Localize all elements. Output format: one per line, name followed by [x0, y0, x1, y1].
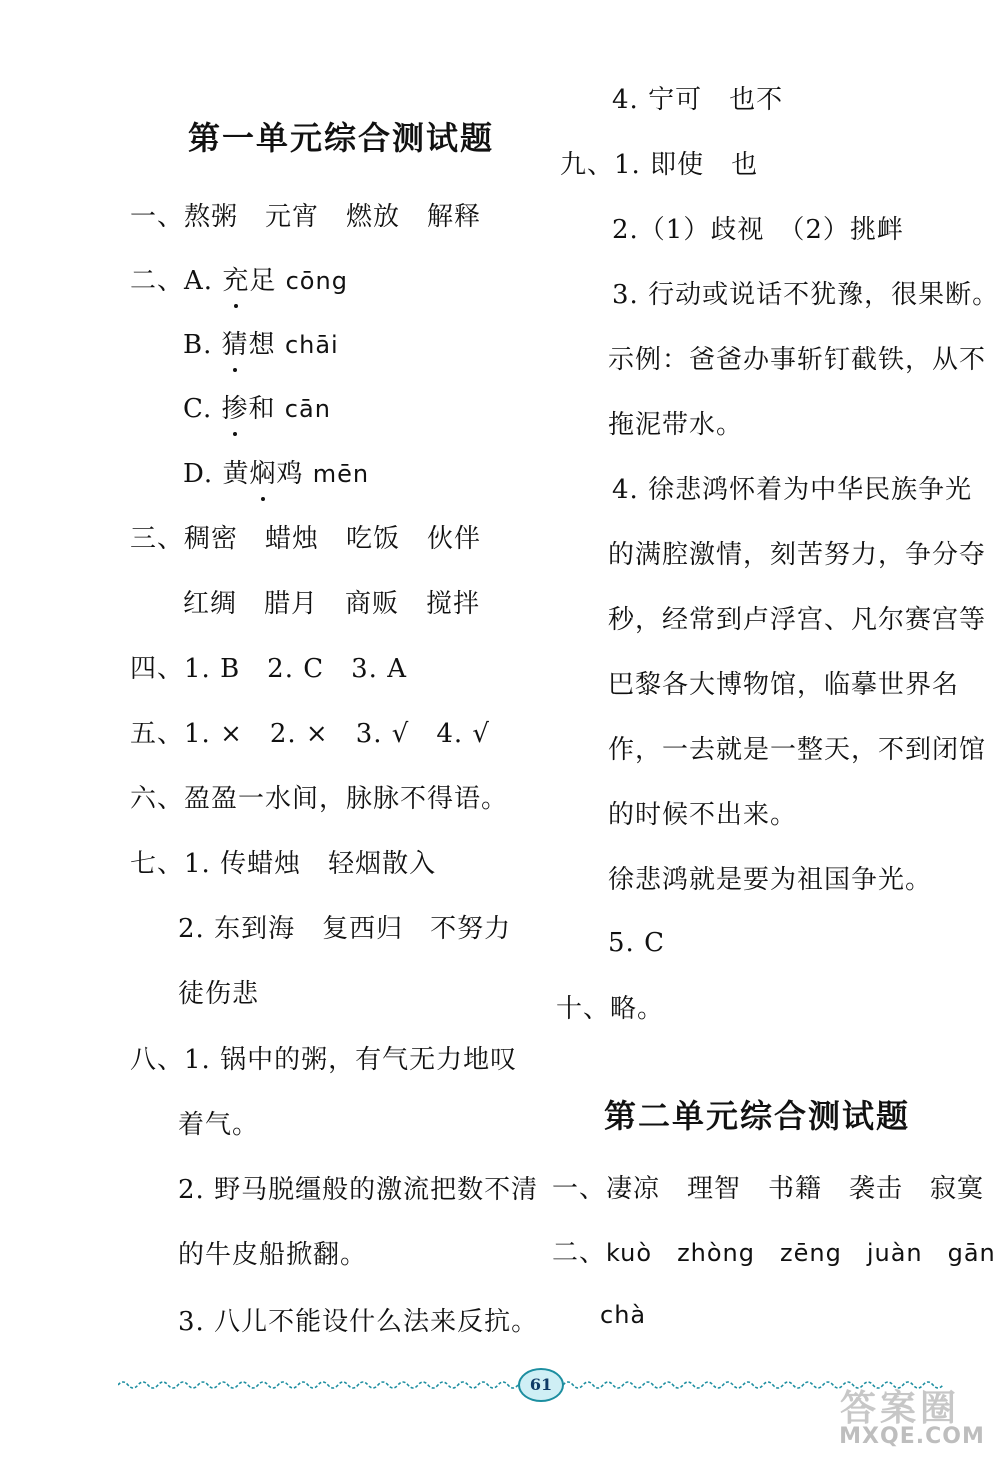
q9-item-1: 九、1. 即使 也 [560, 150, 759, 180]
unit2-q2-prefix: 二、 [552, 1238, 607, 1268]
q7-line-1: 七、1. 传蜡烛 轻烟散入 [130, 849, 437, 879]
q8-item-4: 4. 宁可 也不 [612, 85, 784, 115]
q9-item-4-line-6: 的时候不出来。 [608, 800, 798, 830]
q4-answer: 四、1. B 2. C 3. A [130, 654, 407, 684]
q9-item-3-line-1: 3. 行动或说话不犹豫，很果断。 [612, 280, 1000, 310]
q9-item-4-line-3: 秒，经常到卢浮宫、凡尔赛宫等 [608, 605, 987, 635]
watermark-logo: 答案圈 [840, 1388, 961, 1429]
emphasis-dot: 焖 [249, 459, 277, 489]
q2-d-pinyin: mēn [312, 460, 370, 488]
q6-answer: 六、盈盈一水间，脉脉不得语。 [130, 784, 509, 814]
q7-line-3: 徒伤悲 [178, 979, 260, 1009]
q2-d-label: D. [183, 459, 214, 489]
q8-line-1: 八、1. 锅中的粥，有气无力地叹 [130, 1045, 518, 1075]
unit2-q2-line-2: chà [600, 1301, 647, 1329]
decorative-wave-left [118, 1378, 518, 1392]
q2-option-b [183, 328, 339, 362]
q9-item-4-line-5: 作，一去就是一整天，不到闭馆 [608, 735, 987, 765]
q2-c-word: 掺和 [221, 394, 276, 424]
q2-b-word: 猜想 [221, 330, 276, 360]
q8-line-2: 着气。 [178, 1110, 260, 1140]
q9-item-4-line-7: 徐悲鸿就是要为祖国争光。 [608, 865, 933, 895]
page-number: 61 [518, 1368, 564, 1402]
site-watermark [832, 1380, 992, 1466]
q2-c-pinyin: cān [284, 395, 331, 423]
q9-item-2: 2.（1）歧视 （2）挑衅 [612, 215, 904, 245]
q5-answer: 五、1. × 2. × 3. √ 4. √ [130, 719, 490, 749]
q9-item-4-line-1: 4. 徐悲鸿怀着为中华民族争光 [612, 475, 973, 505]
emphasis-dot: 掺 [221, 394, 249, 424]
unit2-q1-answer: 一、凄凉 理智 书籍 袭击 寂寞 [552, 1174, 985, 1204]
q8-line-3: 2. 野马脱缰般的激流把数不清 [178, 1175, 539, 1205]
unit2-title: 第二单元综合测试题 [604, 1097, 911, 1135]
q9-item-3-line-3: 拖泥带水。 [608, 410, 744, 440]
q2-option-c [183, 392, 331, 426]
q1-answer: 一、熬粥 元宵 燃放 解释 [130, 202, 482, 232]
q10-answer: 十、略。 [556, 994, 665, 1024]
q9-item-3-line-2: 示例：爸爸办事斩钉截铁，从不 [608, 345, 987, 375]
emphasis-dot: 充 [222, 266, 250, 296]
q2-a-word: 充足 [222, 266, 277, 296]
watermark-site: MXQE.COM [839, 1424, 985, 1449]
q3-line-2: 红绸 腊月 商贩 搅拌 [183, 589, 481, 619]
q2-option-a [130, 264, 348, 298]
unit1-title: 第一单元综合测试题 [188, 119, 495, 157]
q8-line-4: 的牛皮船掀翻。 [178, 1240, 368, 1270]
q3-line-1: 三、稠密 蜡烛 吃饭 伙伴 [130, 524, 482, 554]
page-footer [118, 1368, 948, 1408]
q2-b-label: B. [183, 330, 213, 360]
q2-c-label: C. [183, 394, 213, 424]
emphasis-dot: 猜 [221, 330, 249, 360]
q8-line-5: 3. 八儿不能设什么法来反抗。 [178, 1307, 539, 1337]
unit2-q2-pinyin: kuò zhòng zēng juàn gān [606, 1239, 996, 1267]
q9-item-4-line-2: 的满腔激情，刻苦努力，争分夺 [608, 540, 987, 570]
q2-a-pinyin: cōng [285, 267, 348, 295]
q2-b-pinyin: chāi [284, 331, 339, 359]
q9-item-4-line-4: 巴黎各大博物馆，临摹世界名 [608, 670, 960, 700]
q2-option-d [183, 457, 369, 491]
q2-prefix: 二、A. [130, 266, 214, 296]
q2-d-word: 黄焖鸡 [222, 459, 304, 489]
q7-line-2: 2. 东到海 复西归 不努力 [178, 914, 512, 944]
unit2-q2-line-1 [552, 1236, 996, 1270]
q9-item-5: 5. C [608, 928, 665, 958]
